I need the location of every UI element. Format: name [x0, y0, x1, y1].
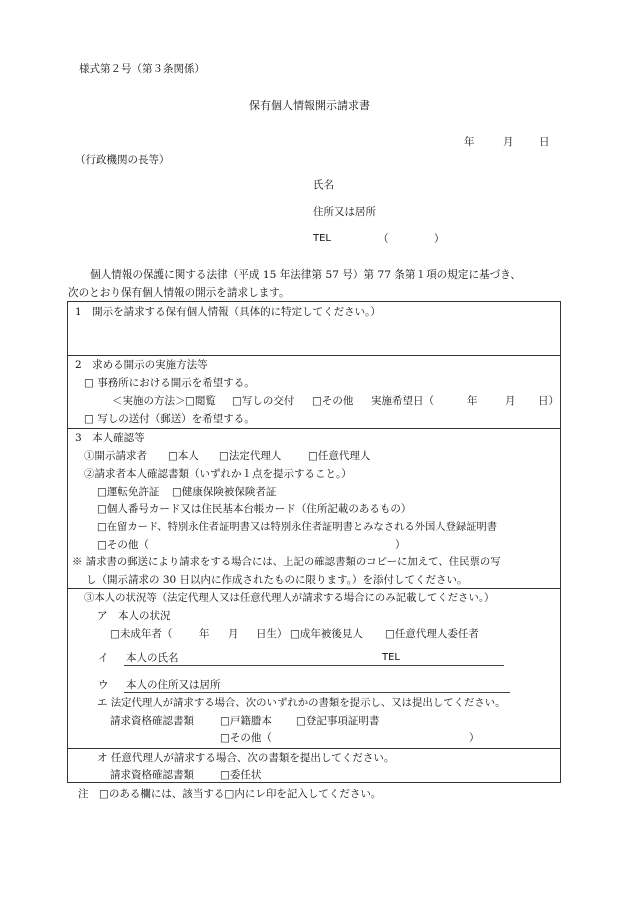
- divider-note: [67, 588, 561, 589]
- principal-name-label: 本人の氏名: [126, 652, 179, 664]
- checkbox-id-other[interactable]: □その他（: [97, 539, 149, 551]
- status-a-label: ア 本人の状況: [97, 610, 171, 622]
- divider-section2-3: [67, 428, 561, 429]
- applicant-tel-label: TEL: [313, 233, 331, 244]
- checkbox-voluntary-trust[interactable]: □任意代理人委任者: [385, 628, 479, 640]
- date-month-label: 月: [503, 136, 514, 148]
- principal-name-underline[interactable]: [124, 665, 504, 666]
- checkbox-registry-certificate[interactable]: □登記事項証明書: [296, 715, 380, 727]
- table-border-right: [560, 301, 561, 782]
- mail-note-line-1: ※ 請求書の郵送により請求をする場合には、上記の確認書類のコピーに加えて、住民票の写: [72, 556, 501, 568]
- principal-address-underline[interactable]: [124, 692, 510, 693]
- preferred-date-label: 実施希望日（: [371, 395, 434, 407]
- minor-birth-day: 日生）: [256, 628, 288, 640]
- status-e-line: エ 法定代理人が請求する場合、次のいずれかの書類を提示し、又は提出してください。: [97, 697, 506, 709]
- checkbox-method-copy[interactable]: □写しの交付: [232, 395, 295, 407]
- preferred-date-year: 年: [467, 395, 478, 407]
- checkbox-minor[interactable]: □未成年者（: [110, 628, 173, 640]
- minor-birth-month: 月: [228, 628, 239, 640]
- checkbox-family-register[interactable]: □戸籍謄本: [220, 715, 272, 727]
- table-border-top: [67, 301, 561, 302]
- mail-note-line-2: し（開示請求の 30 日以内に作成されたものに限ります。）を添付してください。: [86, 574, 468, 586]
- checkbox-office-disclosure[interactable]: □ 事務所における開示を希望する。: [84, 377, 255, 389]
- divider-o: [67, 748, 561, 749]
- principal-address-label: 本人の住所又は居所: [126, 679, 221, 691]
- requester-label: ①開示請求者: [84, 450, 147, 462]
- applicant-name-label: 氏名: [313, 179, 334, 191]
- checkbox-requester-voluntary-agent[interactable]: □任意代理人: [308, 450, 371, 462]
- checkbox-mynumber-card[interactable]: □個人番号カード又は住民基本台帳カード（住所記載のあるもの）: [97, 503, 412, 515]
- o-doc-label: 請求資格確認書類: [110, 769, 194, 781]
- status-label: ③本人の状況等（法定代理人又は任意代理人が請求する場合にのみ記載してください。）: [84, 592, 495, 604]
- intro-line-1: 個人情報の保護に関する法律（平成 15 年法律第 57 号）第 77 条第１項の規定に基づき、: [90, 269, 521, 281]
- checkbox-requester-self[interactable]: □本人: [168, 450, 199, 462]
- checkbox-e-other[interactable]: □その他（: [220, 732, 272, 744]
- footer-note: 注 □のある欄には、該当する□内にレ印を記入してください。: [78, 788, 382, 800]
- applicant-tel-paren-open: （: [378, 233, 389, 245]
- applicant-tel-paren-close: ）: [434, 233, 445, 245]
- checkbox-adult-ward[interactable]: □成年被後見人: [290, 628, 363, 640]
- page-title: 保有個人情報開示請求書: [249, 99, 370, 112]
- id-docs-label: ②請求者本人確認書類（いずれか１点を提示すること。）: [84, 468, 352, 480]
- applicant-address-label: 住所又は居所: [313, 206, 376, 218]
- checkbox-mail-copy[interactable]: □ 写しの送付（郵送）を希望する。: [84, 413, 255, 425]
- principal-tel-label: TEL: [382, 652, 400, 663]
- e-other-paren-close: ）: [469, 732, 480, 744]
- status-o-line: オ 任意代理人が請求する場合、次の書類を提出してください。: [97, 752, 395, 764]
- recipient-label: （行政機関の長等）: [75, 154, 170, 166]
- id-other-paren-close: ）: [395, 539, 406, 551]
- table-border-bottom: [67, 782, 561, 783]
- e-doc-label: 請求資格確認書類: [110, 715, 194, 727]
- minor-birth-year: 年: [199, 628, 210, 640]
- checkbox-drivers-license[interactable]: □運転免許証: [97, 486, 160, 498]
- checkbox-method-view[interactable]: □閲覧: [185, 395, 216, 407]
- intro-line-2: 次のとおり保有個人情報の開示を請求します。: [68, 287, 290, 299]
- checkbox-requester-legal-agent[interactable]: □法定代理人: [219, 450, 282, 462]
- checkbox-power-of-attorney[interactable]: □委任状: [220, 769, 262, 781]
- checkbox-method-other[interactable]: □その他: [312, 395, 354, 407]
- divider-section1-2: [67, 355, 561, 356]
- section2-title: 2 求める開示の実施方法等: [75, 359, 208, 371]
- date-year-label: 年: [464, 136, 475, 148]
- status-u-label: ウ: [98, 679, 109, 691]
- section1-title: 1 開示を請求する保有個人情報（具体的に特定してください。）: [75, 306, 381, 318]
- checkbox-residence-card[interactable]: □在留カード、特別永住者証明書又は特別永住者証明書とみなされる外国人登録証明書: [97, 521, 498, 533]
- section3-title: 3 本人確認等: [75, 432, 145, 444]
- date-day-label: 日: [539, 136, 550, 148]
- method-label: ＜実施の方法＞: [112, 395, 186, 407]
- table-border-left: [67, 301, 68, 782]
- preferred-date-day: 日）: [538, 395, 559, 407]
- preferred-date-month: 月: [505, 395, 516, 407]
- status-i-label: イ: [98, 652, 109, 664]
- checkbox-health-insurance[interactable]: □健康保険被保険者証: [172, 486, 277, 498]
- form-number: 様式第２号（第３条関係）: [79, 63, 205, 75]
